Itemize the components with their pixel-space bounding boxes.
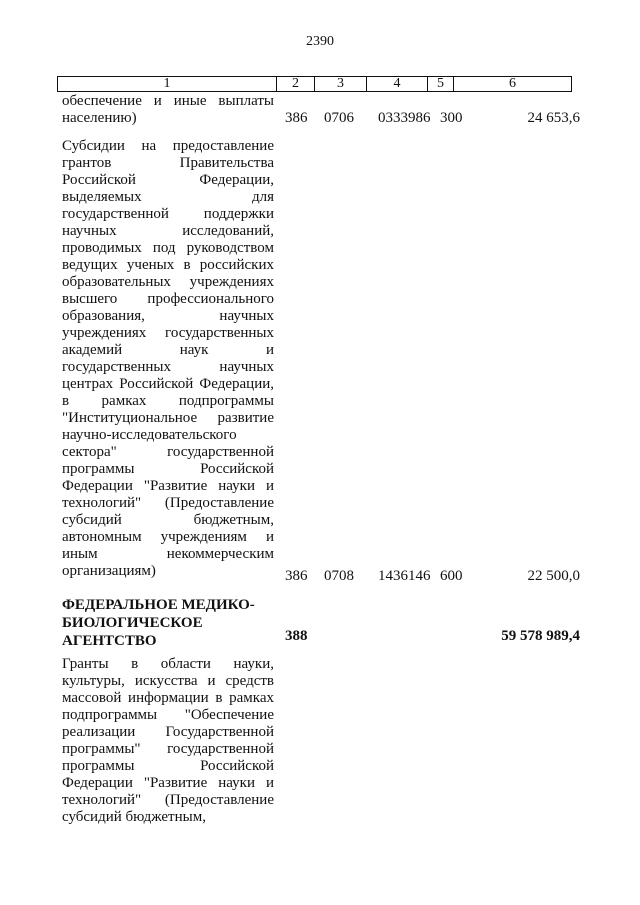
row-2-col4: 1436146 [378, 568, 431, 584]
row-2-col5: 600 [440, 568, 463, 584]
row-3-agency-title: ФЕДЕРАЛЬНОЕ МЕДИКО-БИОЛОГИЧЕСКОЕ АГЕНТСТВО [62, 597, 255, 649]
column-header-table [57, 76, 572, 92]
row-1-col4: 0333986 [378, 110, 431, 126]
row-1-col3: 0706 [324, 110, 354, 126]
row-3-col2: 388 [285, 628, 308, 644]
row-2-col2: 386 [285, 568, 308, 584]
row-2-description: Субсидии на предоставление грантов Правительства Российской Федерации, выделяемых для государственной поддержки научных исследований, проводимых под руководством ведущих ученых в российских образовательных учреждениях высшего профессионального образования, научных учреждениях государственных академий наук и государственных научных центрах Российской Федерации, в рамках подпрограммы "Институциональное развитие научно-исследовательского сектора" государственной программы Российской Федерации "Развитие науки и технологий" (Предоставление субсидий бюджетным, автономным учреждениям и иным некоммерческим организациям) [62, 138, 274, 579]
column-header-1: 1 [58, 77, 277, 92]
row-1-description: обеспечение и иные выплаты населению) [62, 93, 274, 126]
row-3-col6: 59 578 989,4 [501, 628, 580, 644]
row-2-col6: 22 500,0 [527, 568, 580, 584]
column-header-5: 5 [428, 77, 454, 92]
column-header-4: 4 [367, 77, 428, 92]
column-header-6: 6 [454, 77, 572, 92]
column-header-3: 3 [315, 77, 367, 92]
column-header-2: 2 [277, 77, 315, 92]
row-1-col5: 300 [440, 110, 463, 126]
page-number: 2390 [306, 34, 334, 49]
row-1-col6: 24 653,6 [527, 110, 580, 126]
row-1-col2: 386 [285, 110, 308, 126]
row-4-description: Гранты в области науки, культуры, искусства и средств массовой информации в рамках подпрограммы "Обеспечение реализации Государственной программы" государственной программы Российской Федерации "Развитие науки и технологий" (Предоставление субсидий бюджетным, [62, 656, 274, 825]
row-2-col3: 0708 [324, 568, 354, 584]
